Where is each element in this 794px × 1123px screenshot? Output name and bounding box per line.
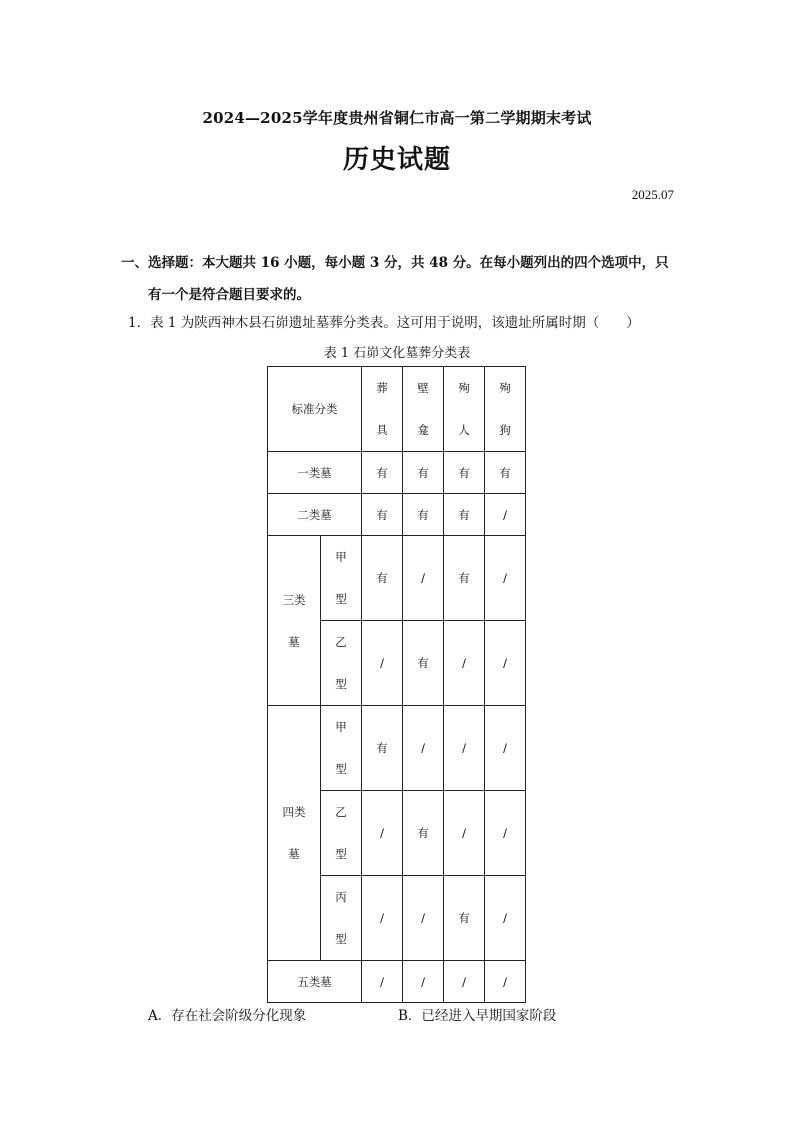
- table-cell: /: [403, 961, 444, 1003]
- option-a[interactable]: A．存在社会阶级分化现象: [148, 1008, 307, 1024]
- table-cell: 有: [485, 452, 526, 494]
- table-cell: /: [485, 961, 526, 1003]
- table-row: [268, 536, 526, 621]
- table-cell: /: [485, 706, 526, 791]
- row-label: 一类墓: [268, 452, 362, 494]
- row-label: 二类墓: [268, 494, 362, 536]
- table-cell: 有: [362, 494, 403, 536]
- group-label-class-3: 三类 墓: [268, 536, 321, 706]
- table-cell: /: [362, 791, 403, 876]
- table-cell: 有: [403, 791, 444, 876]
- table-cell: /: [485, 536, 526, 621]
- question-1-stem: 1．表 1 为陕西神木县石峁遗址墓葬分类表。这可用于说明，该遗址所属时期（ ）: [128, 315, 640, 331]
- subtype-label: 甲 型: [321, 536, 362, 621]
- table-cell: /: [403, 876, 444, 961]
- section-line-2: 有一个是符合题目要求的。: [148, 287, 310, 303]
- table-cell: /: [362, 961, 403, 1003]
- table-cell: /: [444, 791, 485, 876]
- table-cell: /: [444, 961, 485, 1003]
- table-cell: 有: [403, 621, 444, 706]
- subtype-label: 丙 型: [321, 876, 362, 961]
- burial-classification-table: [267, 366, 526, 1003]
- table-caption: 表 1 石峁文化墓葬分类表: [323, 346, 471, 361]
- table-row: [268, 706, 526, 791]
- exam-date: 2025.07: [631, 187, 674, 202]
- table-cell: 有: [403, 494, 444, 536]
- answer-options: [148, 1004, 708, 1024]
- column-header-human-sacrifice: 殉 人: [444, 367, 485, 452]
- table-cell: /: [485, 621, 526, 706]
- subtype-label: 甲 型: [321, 706, 362, 791]
- column-header-coffin: 葬 具: [362, 367, 403, 452]
- table-cell: 有: [362, 536, 403, 621]
- table-cell: /: [444, 621, 485, 706]
- subtype-label: 乙 型: [321, 791, 362, 876]
- exam-title: 2024—2025学年度贵州省铜仁市高一第二学期期末考试: [202, 109, 592, 127]
- header-label-cell: 标准分类: [268, 367, 362, 452]
- table-row: [268, 494, 526, 536]
- table-row: [268, 961, 526, 1003]
- table-row: [268, 452, 526, 494]
- table-header-row: [268, 367, 526, 452]
- table-cell: /: [444, 706, 485, 791]
- table-cell: 有: [403, 452, 444, 494]
- table-cell: 有: [444, 876, 485, 961]
- option-b[interactable]: B．已经进入早期国家阶段: [398, 1008, 557, 1024]
- table-cell: /: [485, 791, 526, 876]
- table-cell: 有: [362, 706, 403, 791]
- row-label: 五类墓: [268, 961, 362, 1003]
- table-cell: 有: [362, 452, 403, 494]
- column-header-dog-sacrifice: 殉 狗: [485, 367, 526, 452]
- table-cell: /: [485, 876, 526, 961]
- table-cell: 有: [444, 536, 485, 621]
- column-header-niche: 壁 龛: [403, 367, 444, 452]
- subject-title: 历史试题: [342, 145, 451, 175]
- table-cell: /: [362, 621, 403, 706]
- section-instructions: [121, 247, 681, 311]
- table-cell: /: [403, 706, 444, 791]
- table-cell: /: [362, 876, 403, 961]
- group-label-class-4: 四类 墓: [268, 706, 321, 961]
- table-cell: 有: [444, 452, 485, 494]
- table-cell: /: [485, 494, 526, 536]
- table-cell: /: [403, 536, 444, 621]
- table-cell: 有: [444, 494, 485, 536]
- subtype-label: 乙 型: [321, 621, 362, 706]
- section-line-1: 一、选择题：本大题共 16 小题，每小题 3 分，共 48 分。在每小题列出的四个选项中，只: [121, 255, 669, 271]
